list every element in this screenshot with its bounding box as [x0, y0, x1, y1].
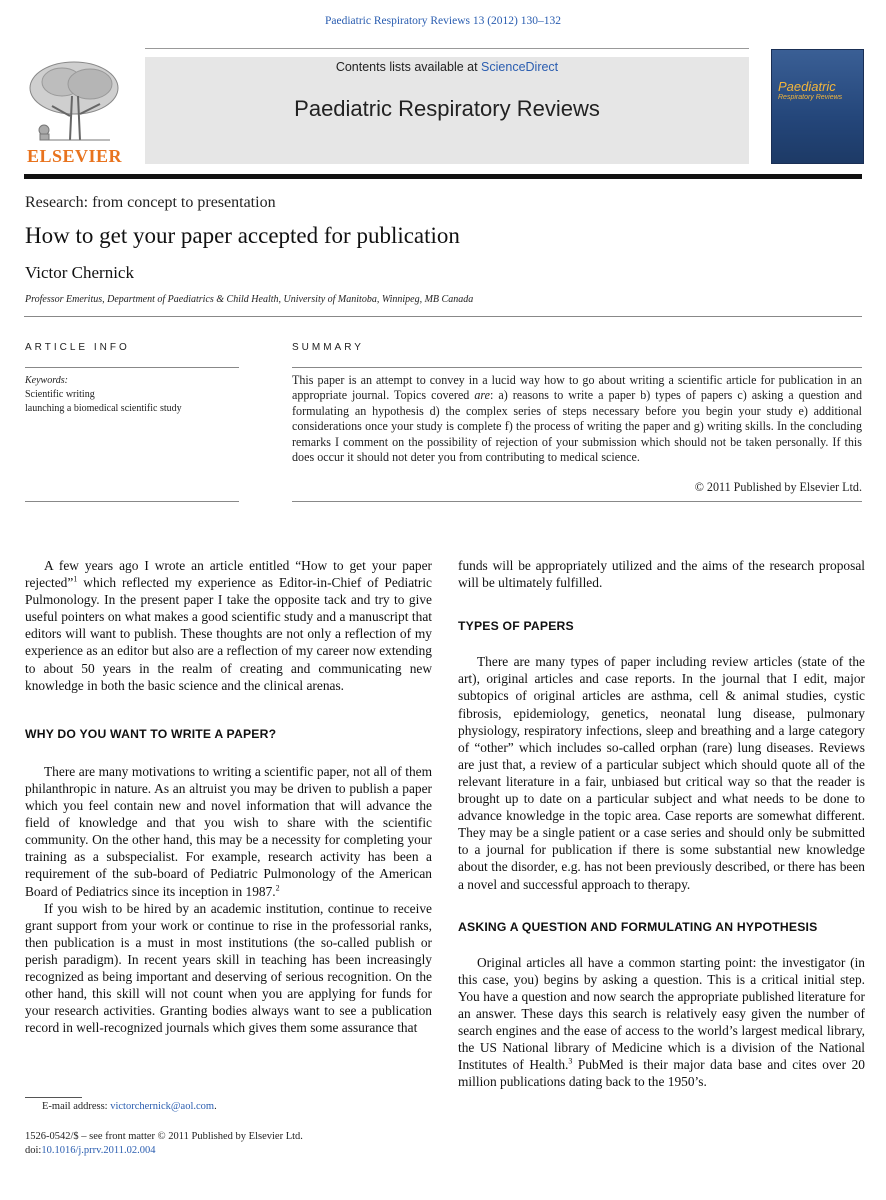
doi-line	[25, 1145, 155, 1156]
keywords-list	[25, 388, 182, 416]
why-text: There are many motivations to writing a scientific paper, not all of them philanthropic in nature. As an altruist you may be driven to publish a paper which you feel contain new and novel information that will advance the field of knowledge and that you wish to share with the scientific community. On the other hand, this may be a necessity for completing your training as a subspecialist. For example, research activity has been a requirement of the sub-board of Pediatric Pulmonology of the American Board of Pediatrics since its inception in 1987.	[25, 763, 432, 899]
doi-label: doi:	[25, 1145, 42, 1156]
cover-title-line1: Paediatric	[778, 79, 836, 94]
section-heading-types: TYPES OF PAPERS	[458, 619, 574, 634]
article-series: Research: from concept to presentation	[25, 194, 276, 211]
why-paragraph-2-continued: funds will be appropriately utilized and the aims of the research proposal will be ultimately fulfilled.	[458, 558, 865, 591]
keyword-item: Scientific writing	[25, 389, 95, 400]
cover-title	[778, 80, 862, 102]
contents-prefix: Contents lists available at	[335, 60, 482, 74]
keywords-label: Keywords:	[25, 375, 68, 386]
summary-copyright: © 2011 Published by Elsevier Ltd.	[694, 480, 862, 494]
author-email-line	[42, 1101, 217, 1112]
reference-3[interactable]: 3	[568, 1056, 573, 1066]
summary-text	[292, 373, 862, 465]
journal-cover-image[interactable]	[771, 49, 864, 164]
why-paragraph-2: If you wish to be hired by an academic institution, continue to receive grant support from your work or continue to rise in the professorial ranks, then publication is a must in most institutions (the so-called publish or perish paradigm). In recent years skill in teaching has been increasingly recognized as being important and deserving of serious recognition. On the other hand, this skill will not count when you are applying for funds for your research activities. Granting bodies always want to see a publication record in well-recognized journals which gives them some assurance that	[25, 900, 432, 1036]
summary-text-part: This paper is an attempt to convey in a lucid way how to go about writing a scientific article for publication in an appropriate journal. Topics covered	[292, 373, 862, 403]
summary-rule-bottom	[292, 501, 862, 502]
email-end: .	[214, 1101, 217, 1112]
article-title: How to get your paper accepted for publication	[25, 223, 460, 248]
contents-line	[145, 60, 749, 74]
author-affiliation: Professor Emeritus, Department of Paediatrics & Child Health, University of Manitoba, Winnipeg, MB Canada	[25, 294, 474, 305]
intro-text: which reflected my experience as Editor-in-Chief of Pediatric Pulmonology. In the present paper I take the opposite tack and try to give useful pointers on what makes a good scientific study and a manuscript that editors will want to publish. These thoughts are not only a reflection of my experience as an editor but also are a reflection of my career now extending to about 50 years in the realm of creating and communicating new knowledge in both the basic science and the clinical arenas.	[25, 575, 432, 693]
summary-rule-top	[292, 367, 862, 368]
elsevier-wordmark[interactable]: ELSEVIER	[26, 146, 123, 166]
summary-text-italic: are	[474, 388, 491, 403]
asking-text: PubMed is their major data base and cites over 20 million publications dating back to the 1950’s.	[458, 1057, 865, 1090]
body-right-column	[458, 557, 865, 1090]
article-info-rule-bottom	[25, 501, 239, 502]
author-email-link[interactable]: victorchernick@aol.com	[110, 1101, 215, 1112]
header-divider	[24, 174, 862, 179]
asking-text: Original articles all have a common starting point: the investigator (in this case, you) begins by asking a question. This is a critical initial step. You have a question and now search the appropriate published literature for an answer. These days this search is relatively easy given the number of search engines and the ease of access to the world’s largest medical library, the US National library of Medicine which is a division of the National Institutes of Health.	[458, 954, 865, 1073]
footnote-rule	[25, 1097, 82, 1098]
journal-reference[interactable]: Paediatric Respiratory Reviews 13 (2012) 130–132	[324, 15, 562, 27]
why-paragraph-1	[25, 763, 432, 900]
issn-line: 1526-0542/$ – see front matter © 2011 Published by Elsevier Ltd.	[25, 1131, 303, 1142]
cover-title-line2: Respiratory Reviews	[778, 94, 843, 101]
asking-paragraph	[458, 954, 865, 1091]
email-label: E-mail address:	[42, 1101, 111, 1112]
sciencedirect-link[interactable]: ScienceDirect	[481, 60, 559, 74]
intro-paragraph	[25, 557, 432, 694]
article-author: Victor Chernick	[25, 263, 134, 282]
body-left-column	[25, 557, 432, 1036]
keyword-item: launching a biomedical scientific study	[25, 403, 182, 414]
section-heading-why: WHY DO YOU WANT TO WRITE A PAPER?	[25, 726, 277, 741]
section-heading-asking: ASKING A QUESTION AND FORMULATING AN HYPOTHESIS	[458, 919, 818, 934]
article-info-heading: ARTICLE INFO	[25, 342, 130, 353]
intro-text: A few years ago I wrote an article entitled “How to get your paper rejected”	[25, 558, 432, 591]
summary-text-part: : a) reasons to write a paper b) types of papers c) asking a question and formulating an hypothesis d) the complex series of steps necessary before you begin your study e) additional considerations once your study is complete f) the process of writing the paper and g) writing skills. In the concluding remarks I comment on the possibility of rejection of your submission which should not be taken personally. If this does occur it should not deter you from contributing to medical science.	[292, 388, 862, 465]
types-paragraph: There are many types of paper including review articles (state of the art), original articles and case reports. In the journal that I edit, major subtopics of original articles are asthma, cell & animal studies, cystic fibrosis, epidemiology, genetics, neonatal lung disease, pulmonary physiology, respiratory infections, sleep and breathing and a large category of “other” which includes so-called orphan (rare) lung diseases. Reviews are just that, a review of a particular subject which should quote all of the relevant literature in a fair, unbiased but critical way so that the reader is brought up to date on a particular subject and what needs to be done to advance knowledge in the topic area. Case reports are somewhat different. They may be a single patient or a case series and should only be submitted to a journal for publication if there is some substantial new knowledge about the disorder, e.g. has not been previously described, or there has been a novel and successful approach to therapy.	[458, 654, 865, 892]
header-top-rule	[145, 48, 749, 49]
reference-1[interactable]: 1	[73, 574, 78, 584]
reference-2[interactable]: 2	[275, 883, 280, 893]
doi-link[interactable]: 10.1016/j.prrv.2011.02.004	[41, 1145, 156, 1156]
summary-heading: SUMMARY	[292, 342, 364, 353]
article-info-rule-top	[25, 367, 239, 368]
journal-title[interactable]: Paediatric Respiratory Reviews	[294, 96, 600, 121]
affiliation-rule	[24, 316, 862, 317]
